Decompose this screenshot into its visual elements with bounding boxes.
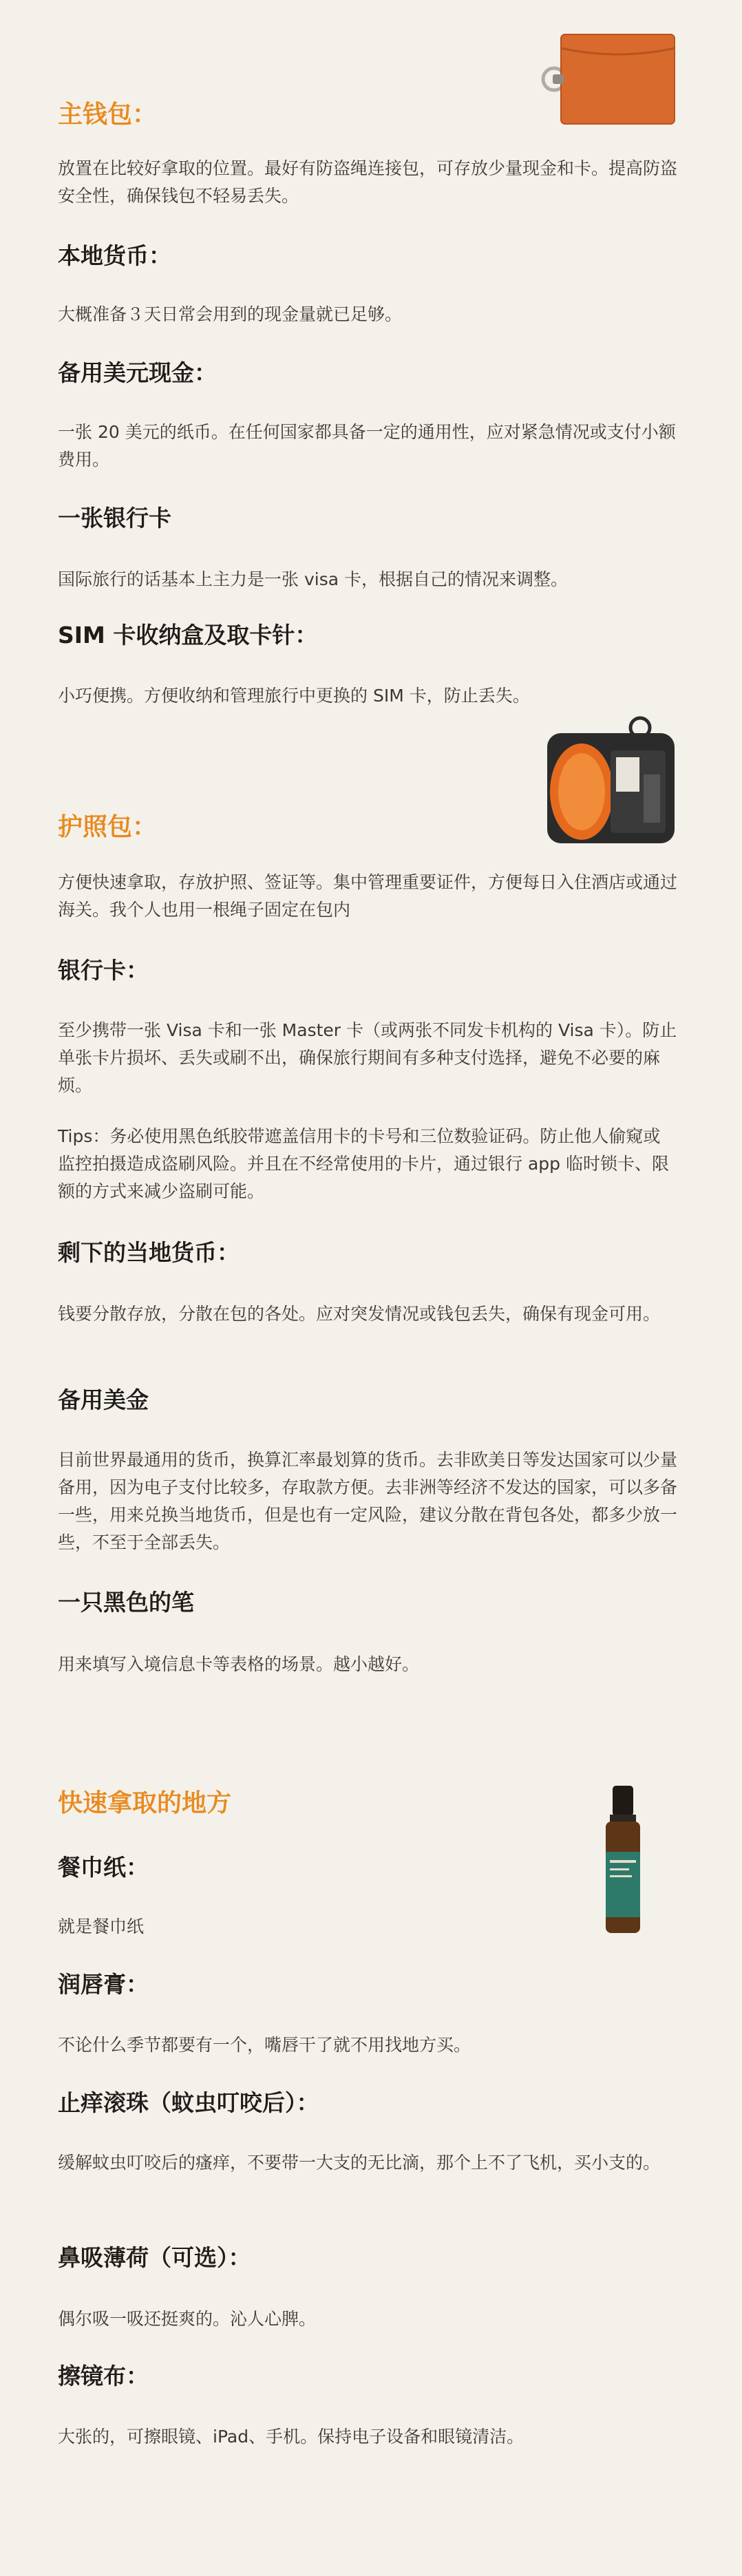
item-heading: 擦镜布： (58, 2363, 149, 2389)
paragraph: 不论什么季节都要有一个，嘴唇干了就不用找地方买。 (58, 2035, 471, 2055)
item-heading: SIM 卡收纳盒及取卡针： (58, 622, 318, 648)
paragraph: 大张的，可擦眼镜、iPad、手机。保持电子设备和眼镜清洁。 (58, 2427, 524, 2447)
section-title: 快速拿取的地方 (58, 1789, 232, 1817)
paragraph: 国际旅行的话基本上主力是一张 visa 卡，根据自己的情况来调整。 (58, 569, 568, 589)
item-heading: 一张银行卡 (58, 505, 171, 531)
paragraph: 用来填写入境信息卡等表格的场景。越小越好。 (58, 1654, 420, 1674)
paragraph: 钱要分散存放，分散在包的各处。应对突发情况或钱包丢失，确保有现金可用。 (58, 1304, 661, 1324)
item-heading: 鼻吸薄荷（可选）： (58, 2244, 251, 2271)
section-title: 主钱包： (58, 101, 158, 129)
item-heading: 备用美元现金： (58, 359, 217, 386)
section-title: 护照包： (58, 813, 158, 841)
passport-pouch-illustration (533, 712, 685, 850)
item-heading: 本地货币： (58, 242, 171, 269)
item-heading: 一只黑色的笔 (58, 1589, 194, 1616)
paragraph: 就是餐巾纸 (58, 1917, 145, 1936)
paragraph: 放置在比较好拿取的位置。最好有防盗绳连接包，可存放少量现金和卡。提高防盗安全性，确保钱包不轻易丢失。 (58, 158, 678, 206)
paragraph: 大概准备３天日常会用到的现金量就已足够。 (58, 304, 403, 324)
paragraph: 目前世界最通用的货币，换算汇率最划算的货币。去非欧美日等发达国家可以少量备用，因为电子支付比较多，存取款方便。去非洲等经济不发达的国家，可以多备一些，用来兑换当地货币，但是也有一定风险，建议分散在背包各处，都多少放一些，不至于全部丢失。 (58, 1450, 678, 1552)
item-heading: 止痒滚珠（蚊虫叮咬后）： (58, 2089, 319, 2116)
item-heading: 银行卡： (58, 957, 149, 984)
item-heading: 餐巾纸： (58, 1854, 149, 1881)
item-heading: 润唇膏： (58, 1971, 149, 1998)
paragraph: 偶尔吸一吸还挺爽的。沁人心脾。 (58, 2309, 317, 2329)
item-heading: 剩下的当地货币： (58, 1239, 240, 1266)
paragraph: 方便快速拿取，存放护照、签证等。集中管理重要证件，方便每日入住酒店或通过海关。我个人也用一根绳子固定在包内 (58, 872, 678, 920)
paragraph: 至少携带一张 Visa 卡和一张 Master 卡（或两张不同发卡机构的 Visa 卡）。防止单张卡片损坏、丢失或刷不出，确保旅行期间有多种支付选择，避免不必要的麻烦。 (58, 1020, 677, 1095)
paragraph: 一张 20 美元的纸币。在任何国家都具备一定的通用性，应对紧急情况或支付小额费用。 (58, 422, 676, 469)
item-heading: 备用美金 (58, 1386, 149, 1413)
paragraph: 缓解蚊虫叮咬后的瘙痒，不要带一大支的无比滴，那个上不了飞机，买小支的。 (58, 2153, 661, 2173)
paragraph: 小巧便携。方便收纳和管理旅行中更换的 SIM 卡，防止丢失。 (58, 686, 530, 706)
tips-paragraph: Tips：务必使用黑色纸胶带遮盖信用卡的卡号和三位数验证码。防止他人偷窥或监控拍摄造成盗刷风险。并且在不经常使用的卡片，通过银行 app 临时锁卡、限额的方式来减少盗刷可能。 (58, 1126, 669, 1201)
orange-wallet-illustration (533, 28, 685, 131)
